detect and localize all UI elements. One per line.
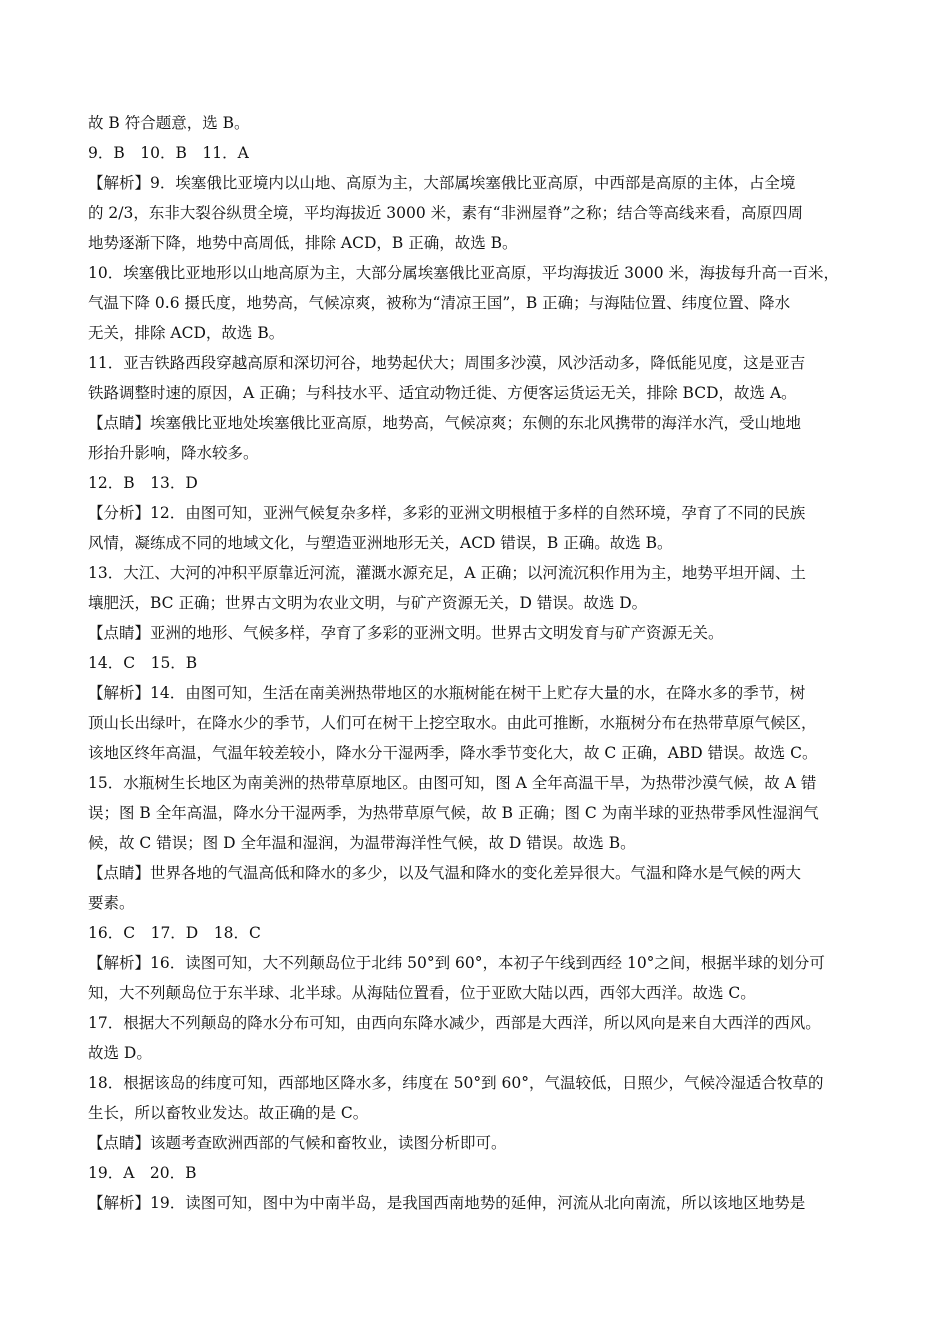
text-line: 故选 D。: [88, 1044, 152, 1062]
text-line: 该地区终年高温，气温年较差较小，降水分干湿两季，降水季节变化大，故 C 正确，ABD 错误。故选 C。: [88, 744, 818, 762]
text-line: 15．水瓶树生长地区为南美洲的热带草原地区。由图可知，图 A 全年高温干旱，为热带沙漠气候，故 A 错: [88, 774, 817, 792]
text-line: 18．根据该岛的纬度可知，西部地区降水多，纬度在 50°到 60°，气温较低，日照少，气候冷湿适合牧草的: [88, 1074, 824, 1092]
text-body: [88, 108, 862, 1218]
text-line: 无关，排除 ACD，故选 B。: [88, 324, 285, 342]
text-line: 【点睛】世界各地的气温高低和降水的多少，以及气温和降水的变化差异很大。气温和降水是气候的两大: [88, 864, 802, 882]
text-line: 知，大不列颠岛位于东半球、北半球。从海陆位置看，位于亚欧大陆以西，西邻大西洋。故选 C。: [88, 984, 756, 1002]
text-line: 顶山长出绿叶，在降水少的季节，人们可在树干上挖空取水。由此可推断，水瓶树分布在热带草原气候区，: [88, 714, 817, 732]
text-line: 17．根据大不列颠岛的降水分布可知，由西向东降水减少，西部是大西洋，所以风向是来自大西洋的西风。: [88, 1014, 821, 1032]
text-line: 【解析】9．埃塞俄比亚境内以山地、高原为主，大部属埃塞俄比亚高原，中西部是高原的主体，占全境: [88, 174, 796, 192]
text-line: 要素。: [88, 894, 135, 912]
text-line: 13．大江、大河的冲积平原靠近河流，灌溉水源充足，A 正确；以河流沉积作用为主，地势平坦开阔、土: [88, 564, 806, 582]
text-line: 气温下降 0.6 摄氏度，地势高，气候凉爽，被称为“清凉王国”，B 正确；与海陆位置、纬度位置、降水: [88, 294, 791, 312]
text-line: 19．A 20．B: [88, 1164, 197, 1182]
text-line: 【解析】19．读图可知，图中为中南半岛，是我国西南地势的延伸，河流从北向南流，所以该地区地势是: [88, 1194, 806, 1212]
text-line: 【解析】14．由图可知，生活在南美洲热带地区的水瓶树能在树干上贮存大量的水，在降水多的季节，树: [88, 684, 806, 702]
text-line: 10．埃塞俄比亚地形以山地高原为主，大部分属埃塞俄比亚高原，平均海拔近 3000 米，海拔每升高一百米，: [88, 264, 840, 282]
text-line: 16．C 17．D 18．C: [88, 924, 261, 942]
text-line: 【点睛】该题考查欧洲西部的气候和畜牧业，读图分析即可。: [88, 1134, 507, 1152]
text-line: 【解析】16．读图可知，大不列颠岛位于北纬 50°到 60°，本初子午线到西经 10°之间，根据半球的划分可: [88, 954, 825, 972]
text-line: 12．B 13．D: [88, 474, 198, 492]
text-line: 的 2/3，东非大裂谷纵贯全境，平均海拔近 3000 米，素有“非洲屋脊”之称；结合等高线来看，高原四周: [88, 204, 804, 222]
text-line: 壤肥沃，BC 正确；世界古文明为农业文明，与矿产资源无关，D 错误。故选 D。: [88, 594, 648, 612]
text-line: 14．C 15．B: [88, 654, 198, 672]
text-line: 误；图 B 全年高温，降水分干湿两季，为热带草原气候，故 B 正确；图 C 为南半球的亚热带季风性湿润气: [88, 804, 819, 822]
text-line: 候，故 C 错误；图 D 全年温和湿润，为温带海洋性气候，故 D 错误。故选 B。: [88, 834, 636, 852]
text-line: 9．B 10．B 11．A: [88, 144, 249, 162]
text-line: 【点睛】亚洲的地形、气候多样，孕育了多彩的亚洲文明。世界古文明发育与矿产资源无关。: [88, 624, 724, 642]
text-line: 11．亚吉铁路西段穿越高原和深切河谷，地势起伏大；周围多沙漠，风沙活动多，降低能见度，这是亚吉: [88, 354, 806, 372]
text-line: 故 B 符合题意，选 B。: [88, 114, 250, 132]
text-line: 生长，所以畜牧业发达。故正确的是 C。: [88, 1104, 369, 1122]
text-line: 风情，凝练成不同的地域文化，与塑造亚洲地形无关，ACD 错误，B 正确。故选 B。: [88, 534, 673, 552]
text-line: 铁路调整时速的原因，A 正确；与科技水平、适宜动物迁徙、方便客运货运无关，排除 BCD，故选 A。: [88, 384, 797, 402]
text-line: 形抬升影响，降水较多。: [88, 444, 259, 462]
text-line: 地势逐渐下降，地势中高周低，排除 ACD，B 正确，故选 B。: [88, 234, 518, 252]
text-line: 【点睛】埃塞俄比亚地处埃塞俄比亚高原，地势高，气候凉爽；东侧的东北风携带的海洋水汽，受山地地: [88, 414, 802, 432]
text-line: 【分析】12．由图可知，亚洲气候复杂多样，多彩的亚洲文明根植于多样的自然环境，孕育了不同的民族: [88, 504, 806, 522]
